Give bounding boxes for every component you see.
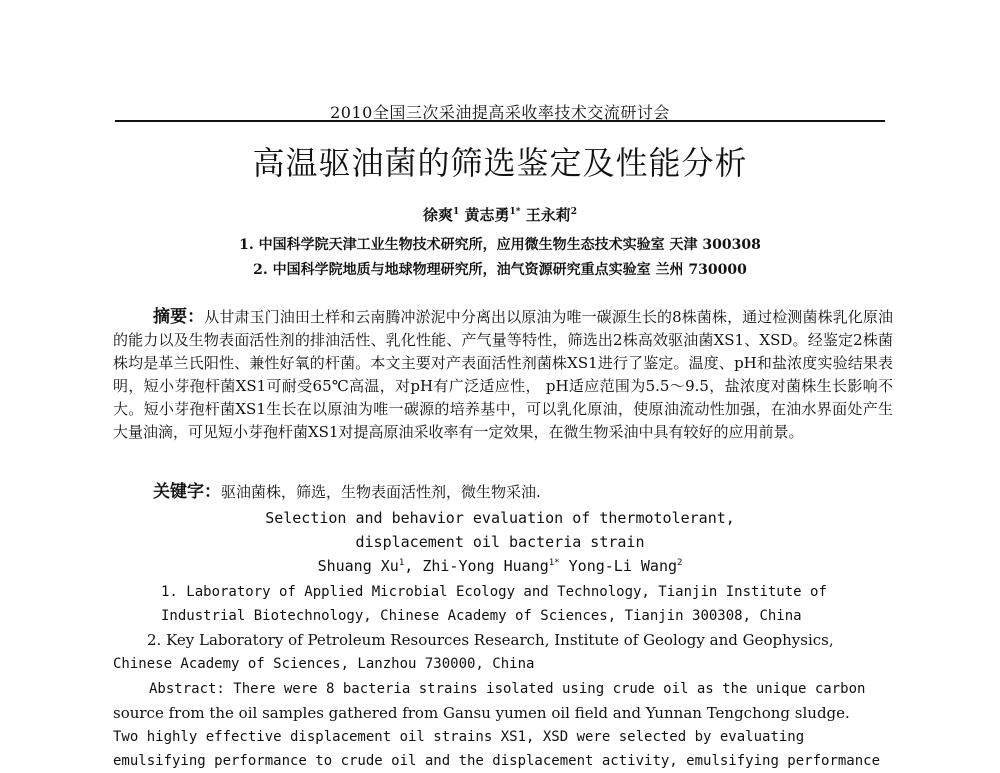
authors-en: Shuang Xu$^1$, Zhi-Yong Huang$^{1*}$ Yong-Li Wang$^2$: [317, 557, 683, 575]
keywords-cn-label: 关键字：: [153, 482, 221, 502]
author-3: 王永莉: [525, 206, 571, 224]
abstract-en-line-2: source from the oil samples gathered from Gansu yumen oil field and Yunnan Tengchong sludge.: [113, 704, 850, 722]
affiliation-en-2-line-2: Chinese Academy of Sciences, Lanzhou 730000, China: [113, 656, 535, 672]
author-en-2-sup: 1*: [548, 558, 560, 568]
keywords-cn: [113, 481, 893, 504]
abstract-en-line-4: emulsifying performance to crude oil and the displacement activity, emulsifying performance: [113, 753, 881, 769]
conference-header: 2010全国三次采油提高采收率技术交流研讨会: [330, 103, 670, 122]
header-rule: [115, 120, 885, 122]
affiliation-en-1-line-1: 1. Laboratory of Applied Microbial Ecology and Technology, Tianjin Institute of: [161, 584, 827, 600]
title-en-line-2: displacement oil bacteria strain: [355, 533, 645, 551]
abstract-en-line-1: Abstract: There were 8 bacteria strains isolated using crude oil as the unique carbon: [149, 681, 866, 697]
affiliation-en-2-line-1: 2. Key Laboratory of Petroleum Resources Research, Institute of Geology and Geophysics,: [147, 631, 834, 649]
author-3-sup: 2: [570, 207, 577, 217]
abstract-cn: [113, 306, 893, 444]
keywords-cn-text: 驱油菌株，筛选，生物表面活性剂，微生物采油.: [221, 483, 541, 501]
author-en-3-sup: 2: [677, 558, 683, 568]
affiliation-cn-1: 1. 中国科学院天津工业生物技术研究所，应用微生物生态技术实验室 天津 300308: [239, 237, 761, 253]
author-en-2: Zhi-Yong Huang: [422, 557, 549, 575]
title-en-line-1: Selection and behavior evaluation of thermotolerant,: [265, 509, 735, 527]
author-en-1-sup: 1: [398, 558, 405, 568]
author-1-sup: 1: [453, 207, 460, 217]
author-1: 徐爽: [422, 206, 453, 224]
authors-cn: [115, 204, 885, 225]
author-2-sup: 1*: [509, 207, 521, 217]
abstract-cn-text: 从甘肃玉门油田土样和云南腾冲淤泥中分离出以原油为唯一碳源生长的8株菌株，通过检测菌株乳化原油的能力以及生物表面活性剂的排油活性、乳化性能、产气量等特性，筛选出2株高效驱油菌XS1、XSD。经鉴定2株菌株均是革兰氏阳性、兼性好氧的杆菌。本文主要对产表面活性剂菌株XS1进行了鉴定。温度、pH和盐浓度实验结果表明，短小芽孢杆菌XS1可耐受65℃高温，对pH有广泛适应性， pH适应范围为5.5～9.5，盐浓度对菌株生长影响不大。短小芽孢杆菌XS1生长在以原油为唯一碳源的培养基中，可以乳化原油，使原油流动性加强，在油水界面处产生大量油滴，可见短小芽孢杆菌XS1对提高原油采收率有一定效果，在微生物采油中具有较好的应用前景。: [113, 308, 893, 441]
author-en-1: Shuang Xu: [317, 557, 399, 575]
paper-title: 高温驱油菌的筛选鉴定及性能分析: [252, 144, 748, 182]
author-en-3: Yong-Li Wang: [568, 557, 678, 575]
affiliation-cn-2: 2. 中国科学院地质与地球物理研究所，油气资源研究重点实验室 兰州 730000: [253, 262, 747, 278]
affiliation-en-1-line-2: Industrial Biotechnology, Chinese Academy of Sciences, Tianjin 300308, China: [161, 608, 802, 624]
abstract-en-line-3: Two highly effective displacement oil strains XS1, XSD were selected by evaluating: [113, 729, 805, 745]
abstract-cn-label: 摘要：: [153, 307, 205, 327]
author-2: 黄志勇: [464, 206, 510, 224]
